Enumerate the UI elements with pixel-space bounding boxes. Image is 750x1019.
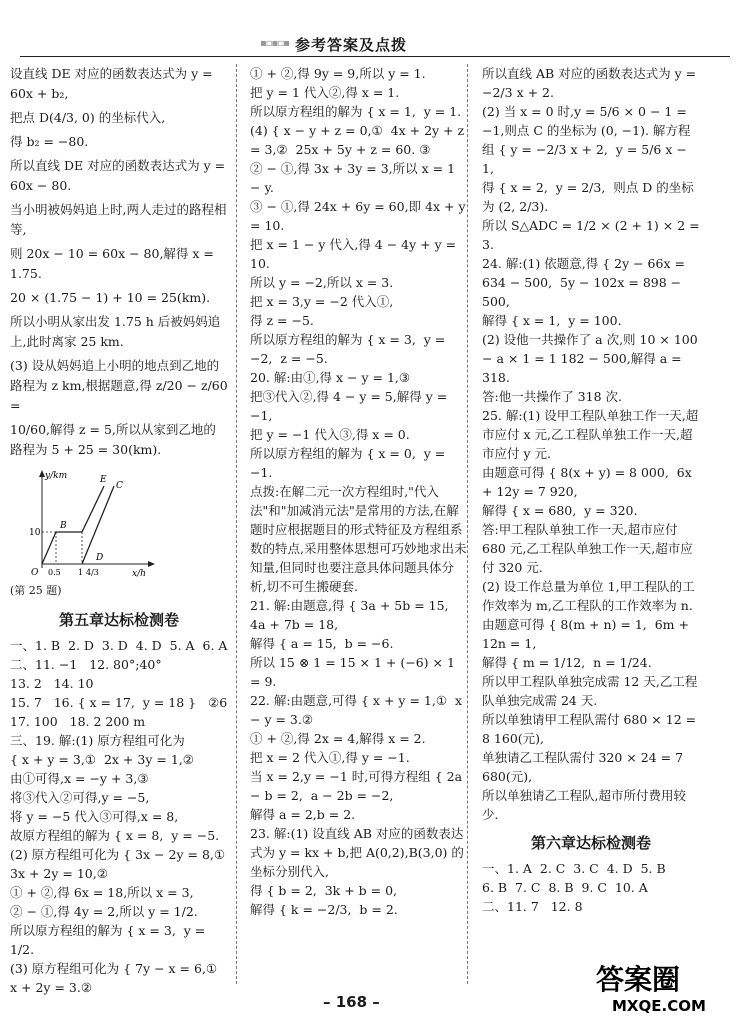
text-line: ② − ①,得 3x + 3y = 3,所以 x = 1 − y. <box>250 161 460 195</box>
text-line: (3) 设从妈妈追上小明的地点到乙地的路程为 z km,根据题意,得 z/20 − z/60 = <box>10 358 232 413</box>
text-line: 所以甲工程队单独完成需 12 天,乙工程队单独完成需 24 天. <box>482 674 698 708</box>
graph-point-b: B <box>60 521 67 531</box>
text-line: 解得 { a = 15, b = −6. <box>250 636 394 651</box>
graph-tick-half: 0.5 <box>48 568 61 577</box>
text-line: 6. B 7. C 8. B 9. C 10. A <box>482 880 648 895</box>
text-line: 10/60,解得 z = 5,所以从家到乙地的路程为 5 + 25 = 30(km). <box>10 422 216 457</box>
text-line: 一、1. A 2. C 3. C 4. D 5. B <box>482 861 666 876</box>
text-line: 所以单独请甲工程队需付 680 × 12 = 8 160(元), <box>482 712 701 746</box>
text-line: 故原方程组的解为 { x = 8, y = −5. <box>10 828 220 843</box>
text-line: 所以 S△ADC = 1/2 × (2 + 1) × 2 = 3. <box>482 218 704 252</box>
text-line: 答:甲工程队单独工作一天,超市应付 680 元,乙工程队单独工作一天,超市应付 320 元. <box>482 522 693 575</box>
text-line: 解得 { m = 1/12, n = 1/24. <box>482 655 652 670</box>
text-line: 25. 解:(1) 设甲工程队单独工作一天,超市应付 x 元,乙工程队单独工作一天,超市应付 y 元. <box>482 408 699 461</box>
text-line: 将③代入②可得,y = −5, <box>10 790 150 805</box>
text-line: 所以原方程组的解为 { x = 3, y = 1/2. <box>10 923 210 957</box>
text-line: 17. 100 18. 2 200 m <box>10 714 146 729</box>
text-line: 单独请乙工程队需付 320 × 24 = 7 680(元), <box>482 750 688 784</box>
text-line: 13. 2 14. 10 <box>10 676 94 691</box>
text-line: 把点 D(4/3, 0) 的坐标代入, <box>10 110 166 125</box>
graph-point-d: D <box>96 553 104 563</box>
text-line: 得 { b = 2, 3k + b = 0, <box>250 883 397 898</box>
text-line: 把③代入②,得 4 − y = 5,解得 y = −1, <box>250 389 452 423</box>
page-header <box>0 0 750 58</box>
text-line: 则 20x − 10 = 60x − 80,解得 x = 1.75. <box>10 246 218 281</box>
text-line: 20. 解:由①,得 x − y = 1,③ <box>250 370 411 385</box>
text-line: 一、1. B 2. D 3. D 4. D 5. A 6. A <box>10 638 228 653</box>
text-line: 解得 a = 2,b = 2. <box>250 807 356 822</box>
text-line: 得 { x = 2, y = 2/3, 则点 D 的坐标为 (2, 2/3). <box>482 180 694 214</box>
graph-tick-10: 10 <box>29 528 41 538</box>
text-line: 设直线 DE 对应的函数表达式为 y = 60x + b₂, <box>10 66 217 101</box>
text-line: 所以直线 DE 对应的函数表达式为 y = 60x − 80. <box>10 158 230 193</box>
text-line: 点拨:在解二元一次方程组时,"代入法"和"加减消元法"是常用的方法,在解题时应根据题目的形式特征及方程组系数的特点,采用整体思想可巧妙地求出未知量,但同时也要注意具体问题具体分析,切不可生搬硬套. <box>250 484 467 594</box>
text-line: 所以 y = −2,所以 x = 3. <box>250 275 394 290</box>
text-line: 所以原方程组的解为 { x = 1, y = 1. <box>250 104 462 119</box>
graph-y-label: y/km <box>45 471 68 481</box>
text-line: (2) 当 x = 0 时,y = 5/6 × 0 − 1 = −1,则点 C 的坐标为 (0, −1). 解方程组 { y = −2/3 x + 2, y = 5/6 x − 1, <box>482 104 691 176</box>
text-line: ① + ②,得 6x = 18,所以 x = 3, <box>10 885 194 900</box>
text-line: 20 × (1.75 − 1) + 10 = 25(km). <box>10 290 211 305</box>
text-line: 得 z = −5. <box>250 313 314 328</box>
text-line: 15. 7 16. { x = 17, y = 18 } ②6 <box>10 695 228 710</box>
text-line: (2) 设他一共操作了 a 次,则 10 × 100 − a × 1 = 1 182 − 500,解得 a = 318. <box>482 332 702 385</box>
column-divider-1 <box>236 64 237 984</box>
text-line: 所以原方程组的解为 { x = 0, y = −1. <box>250 446 450 480</box>
text-line: 由①可得,x = −y + 3,③ <box>10 771 149 786</box>
graph-tick-one: 1 <box>78 568 84 577</box>
text-line: ③ − ①,得 24x + 6y = 60,即 4x + y = 10. <box>250 199 470 233</box>
site-watermark-logo <box>590 955 740 1015</box>
column-1 <box>10 64 234 995</box>
text-line: 三、19. 解:(1) 原方程组可化为 <box>10 733 185 748</box>
problem-25-graph <box>28 468 158 578</box>
text-line: 把 x = 2 代入①,得 y = −1. <box>250 750 410 765</box>
text-line: 所以小明从家出发 1.75 h 后被妈妈追上,此时离家 25 km. <box>10 314 221 349</box>
header-rule <box>20 56 730 57</box>
text-line: 22. 解:由题意,可得 { x + y = 1,① x − y = 3.② <box>250 693 467 727</box>
watermark-url: MXQE.COM <box>612 997 706 1015</box>
figure-caption: (第 25 题) <box>10 584 62 597</box>
text-line: (3) 原方程组可化为 { 7y − x = 6,① x + 2y = 3.② <box>10 961 226 995</box>
text-line: ② − ①,得 4y = 2,所以 y = 1/2. <box>10 904 198 919</box>
page-title: 参考答案及点拨 <box>295 36 408 54</box>
text-line: 23. 解:(1) 设直线 AB 对应的函数表达式为 y = kx + b,把 A(0,2),B(3,0) 的坐标分别代入, <box>250 826 464 879</box>
text-line: (4) { x − y + z = 0,① 4x + 2y + z = 3,② 25x + 5y + z = 60. ③ <box>250 123 469 157</box>
text-line: 由题意可得 { 8(m + n) = 1, 6m + 12n = 1, <box>482 617 693 651</box>
text-line: 当小明被妈妈追上时,两人走过的路程相等, <box>10 202 227 237</box>
text-line: 答:他一共操作了 318 次. <box>482 389 622 404</box>
text-line: 所以单独请乙工程队,超市所付费用较少. <box>482 788 686 822</box>
text-line: 将 y = −5 代入③可得,x = 8, <box>10 809 179 824</box>
text-line: 二、11. −1 12. 80°;40° <box>10 657 162 672</box>
text-line: 所以原方程组的解为 { x = 3, y = −2, z = −5. <box>250 332 450 366</box>
text-line: 二、11. 7 12. 8 <box>482 899 583 914</box>
header-decoration: ▪▫▪▫▪ <box>260 38 289 49</box>
text-line: { x + y = 3,① 2x + 3y = 1,② <box>10 752 194 767</box>
text-line: (2) 原方程组可化为 { 3x − 2y = 8,① 3x + 2y = 10,② <box>10 847 234 881</box>
section-title-chapter-5: 第五章达标检测卷 <box>58 611 179 629</box>
text-line: 24. 解:(1) 依题意,得 { 2y − 66x = 634 − 500, 5y − 102x = 898 − 500, <box>482 256 689 309</box>
text-line: ① + ②,得 9y = 9,所以 y = 1. <box>250 66 426 81</box>
text-line: 把 x = 3,y = −2 代入①, <box>250 294 394 309</box>
section-title-chapter-6: 第六章达标检测卷 <box>530 834 651 852</box>
graph-point-c: C <box>116 481 123 491</box>
text-line: 解得 { x = 1, y = 100. <box>482 313 622 328</box>
text-line: 得 b₂ = −80. <box>10 134 89 149</box>
column-3 <box>482 64 704 984</box>
text-line: 当 x = 2,y = −1 时,可得方程组 { 2a − b = 2, a − 2b = −2, <box>250 769 467 803</box>
text-line: 由题意可得 { 8(x + y) = 8 000, 6x + 12y = 7 920, <box>482 465 696 499</box>
text-line: (2) 设工作总量为单位 1,甲工程队的工作效率为 m,乙工程队的工作效率为 n. <box>482 579 695 613</box>
text-line: 所以直线 AB 对应的函数表达式为 y = −2/3 x + 2. <box>482 66 701 100</box>
graph-point-e: E <box>100 475 107 485</box>
text-line: 把 x = 1 − y 代入,得 4 − 4y + y = 10. <box>250 237 461 271</box>
text-line: 把 y = 1 代入②,得 x = 1. <box>250 85 400 100</box>
graph-tick-four-thirds: 4/3 <box>86 568 99 577</box>
text-line: 所以 15 ⊗ 1 = 15 × 1 + (−6) × 1 = 9. <box>250 655 459 689</box>
text-line: 解得 { k = −2/3, b = 2. <box>250 902 398 917</box>
text-line: 21. 解:由题意,得 { 3a + 5b = 15, 4a + 7b = 18, <box>250 598 457 632</box>
column-2 <box>250 64 468 984</box>
text-line: ① + ②,得 2x = 4,解得 x = 2. <box>250 731 426 746</box>
watermark-text: 答案圈 <box>596 963 681 996</box>
text-line: 解得 { x = 680, y = 320. <box>482 503 638 518</box>
page-number: – 168 – <box>323 993 380 1011</box>
graph-origin: O <box>31 568 39 578</box>
text-line: 把 y = −1 代入③,得 x = 0. <box>250 427 410 442</box>
graph-x-label: x/h <box>132 569 146 579</box>
